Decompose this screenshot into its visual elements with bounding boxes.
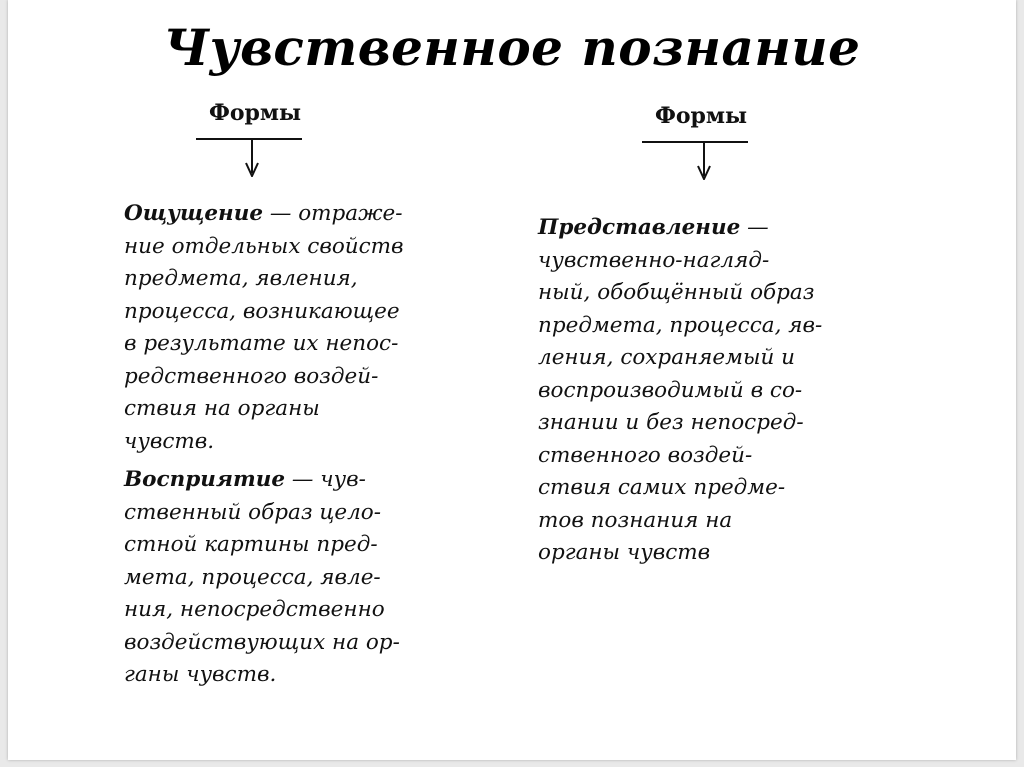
right-definitions bbox=[538, 212, 918, 572]
right-forms-label: Формы bbox=[654, 103, 748, 129]
definition-line: ствия на органы bbox=[124, 396, 320, 421]
perception-definition bbox=[124, 464, 484, 692]
definition-line: стной картины пред- bbox=[124, 532, 378, 557]
sensation-term: Ощущение bbox=[124, 201, 264, 226]
left-arrow-down-icon bbox=[244, 139, 260, 177]
definition-line: знании и без непосред- bbox=[538, 410, 804, 435]
definition-line: — отраже- bbox=[263, 201, 403, 226]
definition-line: чувственно-нагляд- bbox=[538, 247, 770, 273]
definition-line: предмета, процесса, яв- bbox=[538, 312, 823, 338]
definition-line: ганы чувств. bbox=[124, 662, 277, 687]
slide bbox=[8, 0, 1016, 760]
definition-line: ние отдельных свойств bbox=[124, 233, 404, 259]
definition-line: тов познания на bbox=[538, 507, 733, 533]
sensation-definition bbox=[124, 198, 484, 458]
definition-line: процесса, возникающее bbox=[124, 298, 400, 324]
definition-line: ствия самих предме- bbox=[538, 475, 786, 500]
definition-line: ственного воздей- bbox=[538, 442, 753, 468]
definition-line: предмета, явления, bbox=[124, 266, 358, 291]
definition-line: воздействующих на ор- bbox=[124, 629, 400, 655]
right-forms-underline bbox=[642, 141, 748, 143]
representation-definition bbox=[538, 212, 918, 570]
definition-line: мета, процесса, явле- bbox=[124, 564, 381, 590]
definition-line: воспроизводимый в со- bbox=[538, 377, 803, 403]
left-definitions bbox=[124, 198, 484, 694]
page-title: Чувственное познание bbox=[163, 18, 861, 77]
definition-line: — bbox=[740, 215, 769, 240]
left-forms-label: Формы bbox=[208, 100, 302, 126]
definition-line: редственного воздей- bbox=[124, 363, 379, 389]
definition-line: ления, сохраняемый и bbox=[538, 345, 796, 370]
definition-line: чувств. bbox=[124, 428, 215, 454]
definition-line: в результате их непос- bbox=[124, 331, 399, 356]
definition-line: ный, обобщённый образ bbox=[538, 280, 815, 305]
definition-line: ственный образ цело- bbox=[124, 499, 382, 525]
right-arrow-down-icon bbox=[696, 142, 712, 180]
representation-term: Представление bbox=[538, 215, 741, 240]
definition-line: ния, непосредственно bbox=[124, 597, 385, 622]
perception-term: Восприятие bbox=[124, 467, 286, 492]
definition-line: органы чувств bbox=[538, 540, 711, 565]
definition-line: — чув- bbox=[285, 467, 366, 492]
